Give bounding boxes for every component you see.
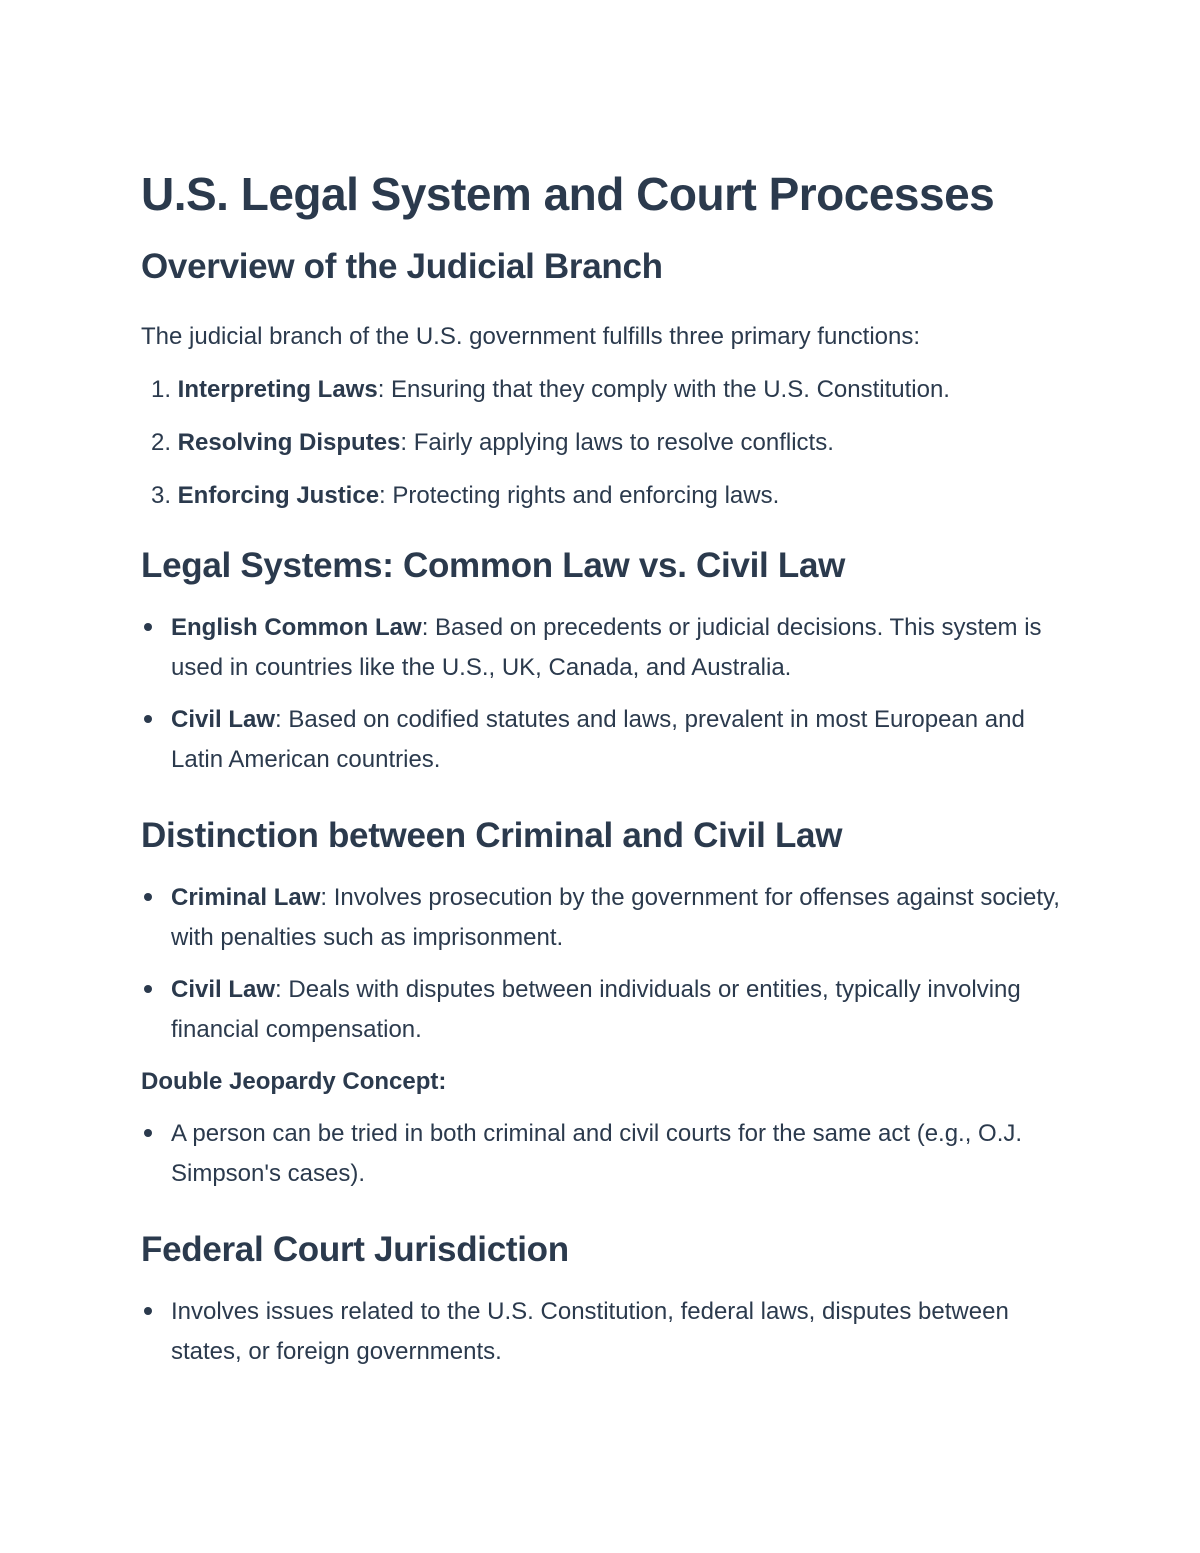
list-item-text: : Based on codified statutes and laws, prevalent in most European and Latin American countries. <box>171 706 1025 773</box>
bullet-icon <box>144 715 152 723</box>
bullet-icon <box>144 1129 152 1137</box>
list-number: 1. <box>150 376 171 403</box>
list-item-text: : Deals with disputes between individuals or entities, typically involving financial compensation. <box>171 976 1021 1043</box>
list-item-term: Resolving Disputes <box>177 429 401 456</box>
list-item-term: Interpreting Laws <box>177 376 378 403</box>
list-item <box>141 423 1081 463</box>
list-item-term: Criminal Law <box>171 884 321 911</box>
list-item <box>141 1292 1081 1372</box>
section-legal-systems <box>141 544 1081 780</box>
section-heading: Distinction between Criminal and Civil Law <box>141 816 843 855</box>
list-item-text: : Based on precedents or judicial decisions. This system is used in countries like the U.S., UK, Canada, and Australia. <box>171 614 1042 681</box>
list-item <box>141 700 1081 780</box>
document-page <box>141 165 1081 1384</box>
subheading: Double Jeopardy Concept: <box>141 1068 447 1095</box>
list-number: 3. <box>150 482 171 509</box>
list-item <box>141 970 1081 1050</box>
list-item <box>141 370 1081 410</box>
list-item-term: English Common Law <box>171 614 422 641</box>
list-item-term: Enforcing Justice <box>177 482 380 509</box>
bullet-icon <box>144 893 152 901</box>
bullet-list <box>141 608 1081 780</box>
section-judicial-branch <box>141 245 1081 516</box>
list-item-text: : Fairly applying laws to resolve conflicts. <box>400 429 834 456</box>
list-item-term: Civil Law <box>171 976 276 1003</box>
list-item <box>141 608 1081 688</box>
page-title: U.S. Legal System and Court Processes <box>141 168 995 220</box>
numbered-list <box>141 370 1081 516</box>
list-item-term: Civil Law <box>171 706 276 733</box>
bullet-list <box>141 878 1081 1050</box>
bullet-icon <box>144 1307 152 1315</box>
bullet-icon <box>144 623 152 631</box>
bullet-list <box>141 1114 1081 1194</box>
list-item <box>141 878 1081 958</box>
list-item-text: : Involves prosecution by the government for offenses against society, with penalties such as imprisonment. <box>171 884 1060 951</box>
list-item-text: A person can be tried in both criminal and civil courts for the same act (e.g., O.J. Simpson's cases). <box>171 1120 1023 1187</box>
list-item-text: : Protecting rights and enforcing laws. <box>379 482 780 509</box>
list-item-text: : Ensuring that they comply with the U.S. Constitution. <box>377 376 950 403</box>
bullet-icon <box>144 985 152 993</box>
list-item <box>141 1114 1081 1194</box>
list-item <box>141 476 1081 516</box>
section-heading: Overview of the Judicial Branch <box>141 247 663 286</box>
section-criminal-civil <box>141 814 1081 1194</box>
section-heading: Legal Systems: Common Law vs. Civil Law <box>141 546 846 585</box>
section-federal-jurisdiction <box>141 1228 1081 1372</box>
bullet-list <box>141 1292 1081 1372</box>
list-item-text: Involves issues related to the U.S. Constitution, federal laws, disputes between states, or foreign governments. <box>171 1298 1009 1365</box>
section-heading: Federal Court Jurisdiction <box>141 1230 569 1269</box>
section-intro: The judicial branch of the U.S. government fulfills three primary functions: <box>141 323 921 350</box>
list-number: 2. <box>150 429 171 456</box>
